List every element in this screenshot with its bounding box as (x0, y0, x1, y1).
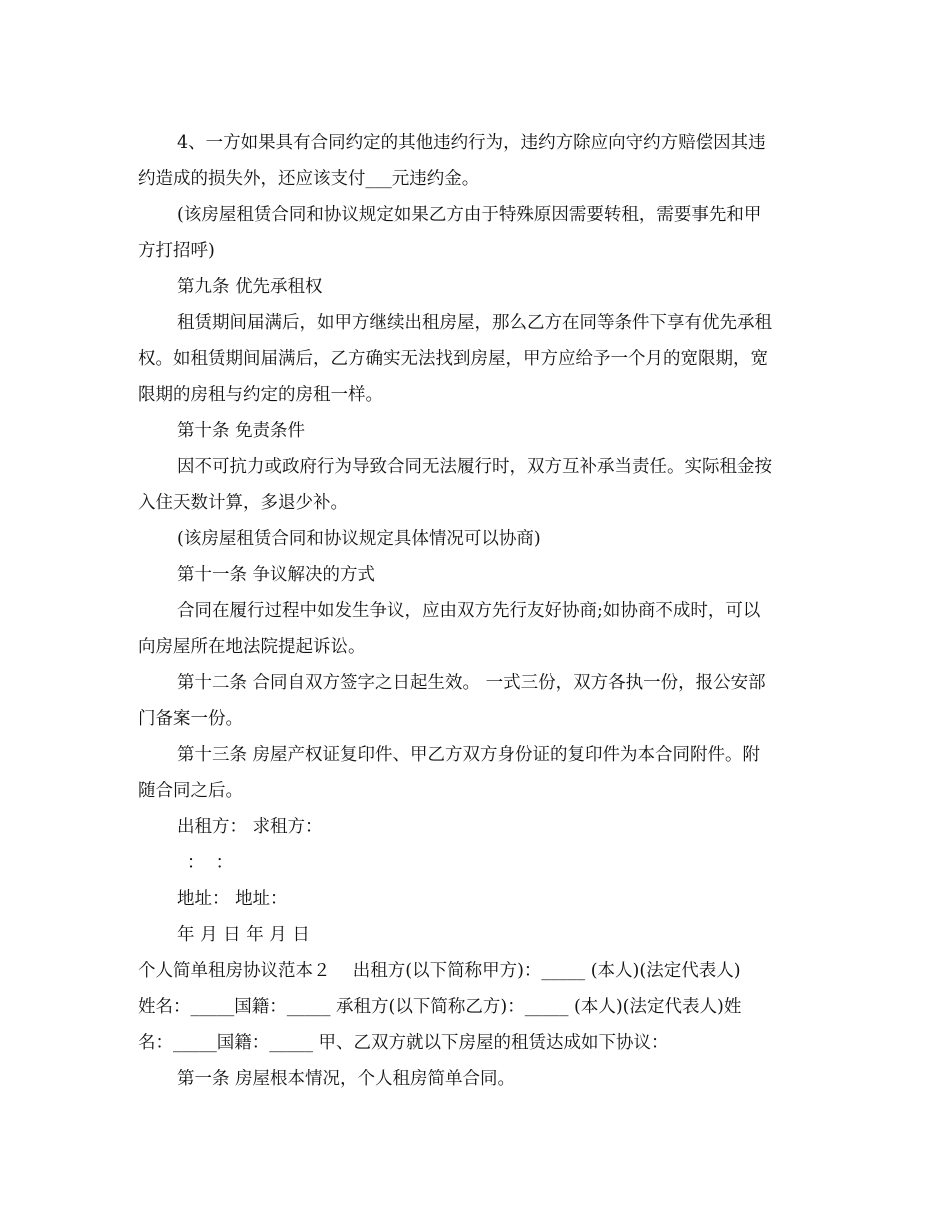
template-2-line-1: 个人简单租房协议范本２ 出租方(以下简称甲方)：_____ (本人)(法定代表人) (138, 961, 741, 981)
signature-parties: 出租方： 求租方： (177, 817, 323, 837)
clause-10-heading: 第十条 免责条件 (177, 421, 306, 441)
template-2-line-3: 名：_____国籍：_____ 甲、乙双方就以下房屋的租赁达成如下协议： (138, 1033, 669, 1053)
clause-13-line-1: 第十三条 房屋产权证复印件、甲乙方双方身份证的复印件为本合同附件。附 (177, 745, 761, 765)
clause-11-heading: 第十一条 争议解决的方式 (177, 565, 376, 585)
clause-10-body-line-2: 入住天数计算，多退少补。 (138, 493, 348, 513)
template-2-clause-1-heading: 第一条 房屋根本情况，个人租房简单合同。 (177, 1069, 516, 1089)
clause-8-item-4-line-2: 约造成的损失外，还应该支付___元违约金。 (138, 169, 480, 189)
clause-11-body-line-1: 合同在履行过程中如发生争议，应由双方先行友好协商;如协商不成时，可以 (177, 601, 761, 621)
note-sublet-line-2: 方打招呼) (138, 241, 215, 261)
note-negotiable: (该房屋租赁合同和协议规定具体情况可以协商) (177, 529, 541, 549)
template-2-line-2: 姓名：_____国籍：_____ 承租方(以下简称乙方)：_____ (本人)(法定代表人)姓 (138, 997, 742, 1017)
clause-12-line-2: 门备案一份。 (138, 709, 243, 729)
clause-10-body-line-1: 因不可抗力或政府行为导致合同无法履行时，双方互补承当责任。实际租金按 (177, 457, 772, 477)
clause-9-body-line-2: 权。如租赁期间届满后，乙方确实无法找到房屋，甲方应给予一个月的宽限期，宽 (138, 349, 768, 369)
signature-address: 地址： 地址： (177, 889, 288, 909)
clause-9-heading: 第九条 优先承租权 (177, 277, 323, 297)
clause-13-line-2: 随合同之后。 (138, 781, 243, 801)
clause-9-body-line-1: 租赁期间届满后，如甲方继续出租房屋，那么乙方在同等条件下享有优先承租 (177, 313, 772, 333)
clause-11-body-line-2: 向房屋所在地法院提起诉讼。 (138, 637, 366, 657)
signature-colons: ： ： (187, 853, 234, 873)
note-sublet-line-1: (该房屋租赁合同和协议规定如果乙方由于特殊原因需要转租，需要事先和甲 (177, 205, 762, 225)
signature-date: 年 月 日 年 月 日 (177, 925, 310, 945)
clause-8-item-4-line-1: 4、一方如果具有合同约定的其他违约行为，违约方除应向守约方赔偿因其违 (177, 133, 766, 153)
clause-9-body-line-3: 限期的房租与约定的房租一样。 (138, 385, 383, 405)
clause-12-line-1: 第十二条 合同自双方签字之日起生效。 一式三份，双方各执一份，报公安部 (177, 673, 766, 693)
